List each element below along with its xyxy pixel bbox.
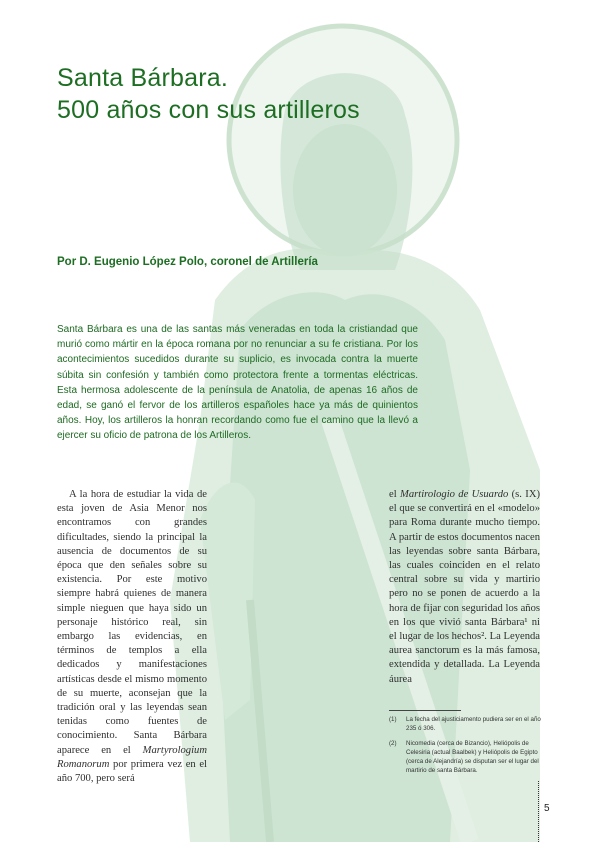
byline: Por D. Eugenio López Polo, coronel de Artillería bbox=[57, 256, 318, 268]
body-column-2 bbox=[389, 488, 540, 687]
footnote-number: (2) bbox=[389, 740, 397, 747]
footnote-text: Nicomedia (cerca de Bizancio), Heliópolis de Celesiria (actual Baalbek) y Heliópolis de Egipto (cerca de Alejandría) se disputan ser el lugar del martirio de santa Bárbara. bbox=[406, 740, 539, 774]
col2-text-a: el bbox=[389, 489, 400, 500]
footnote-1 bbox=[389, 715, 541, 733]
title-line-2: 500 años con sus artilleros bbox=[57, 96, 360, 124]
article-title bbox=[57, 62, 360, 126]
col2-italic: Martirologio de Usuardo bbox=[400, 489, 509, 500]
col1-text-b: por primera vez en el año 700, pero será bbox=[57, 758, 207, 785]
footnotes bbox=[389, 715, 541, 781]
page-edge-dotted-rule bbox=[538, 781, 540, 842]
footnote-rule bbox=[389, 710, 461, 711]
footnote-2 bbox=[389, 739, 541, 775]
col1-italic: Martyrologium Romanorum bbox=[57, 744, 207, 770]
footnote-number: (1) bbox=[389, 716, 397, 723]
title-line-1: Santa Bárbara. bbox=[57, 64, 228, 92]
footnote-text: La fecha del ajusticiamento pudiera ser en el año 235 ó 306. bbox=[406, 716, 541, 732]
page-number: 5 bbox=[544, 803, 550, 814]
col2-text-b: (s. IX) el que se convertirá en el «modelo» para Roma durante mucho tiempo. A partir de estos documentos nacen las leyendas sobre santa Bárbara, las cuales coinciden en el relato central sobre su vida y martirio pero no se ponen de acuerdo a la hora de fijar con seguridad los años en los que vivió santa Bárbara¹ ni el lugar de los hechos². La Leyenda aurea sanctorum es la más famosa, extendida y detallada. La Leyenda áurea bbox=[389, 489, 541, 685]
body-column-1 bbox=[57, 488, 207, 786]
lead-paragraph: Santa Bárbara es una de las santas más veneradas en toda la cristiandad que murió como mártir en la época romana por no renunciar a su fe cristiana. Por los acontecimientos sucedidos durante su suplicio, es invocada contra la muerte súbita sin confesión y también como protectora frente a tormentas eléctricas. Esta hermosa adolescente de la península de Anatolia, de apenas 16 años de edad, se ganó el fervor de los artilleros españoles hace ya más de quinientos años. Hoy, los artilleros la honran recordando como fue el camino que la llevó a ejercer su oficio de patrona de los Artilleros. bbox=[57, 324, 418, 442]
col1-text-a: A la hora de estudiar la vida de esta joven de Asia Menor nos encontramos con grandes dificultades, siendo la principal la ausencia de documentos de su época que den señales sobre su existencia. Por este motivo siempre habrá quienes de manera simple nieguen que haya sido un personaje histórico real, sin embargo las evidencias, en términos de templos a ella dedicados y manifestaciones artísticas desde el mismo momento de su muerte, aconsejan que la tradición oral y las leyendas sean tenidas como fuentes de conocimiento. Santa Bárbara aparece en el bbox=[57, 489, 207, 756]
